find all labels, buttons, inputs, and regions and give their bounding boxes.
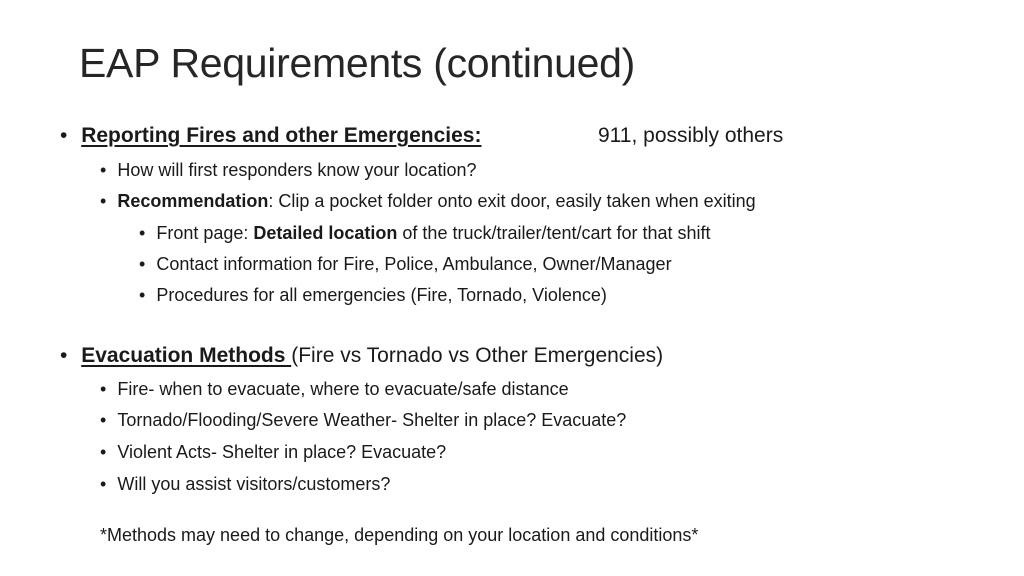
bullet-procedures bbox=[139, 285, 607, 306]
procedures-text: Procedures for all emergencies (Fire, Tornado, Violence) bbox=[156, 285, 607, 305]
bullet-glyph: • bbox=[60, 124, 68, 147]
front-page-rest: of the truck/trailer/tent/cart for that shift bbox=[397, 223, 711, 243]
recommendation-text: : Clip a pocket folder onto exit door, easily taken when exiting bbox=[268, 191, 756, 211]
reporting-answer: 911, possibly others bbox=[598, 124, 784, 147]
evacuation-heading-rest: (Fire vs Tornado vs Other Emergencies) bbox=[291, 344, 664, 367]
footnote: *Methods may need to change, depending on your location and conditions* bbox=[100, 525, 699, 545]
tornado-text: Tornado/Flooding/Severe Weather- Shelter in place? Evacuate? bbox=[117, 410, 627, 430]
bullet-glyph: • bbox=[100, 410, 107, 430]
bullet-fire bbox=[100, 379, 569, 400]
bullet-glyph: • bbox=[100, 379, 107, 399]
visitors-text: Will you assist visitors/customers? bbox=[117, 474, 391, 494]
violent-text: Violent Acts- Shelter in place? Evacuate? bbox=[117, 442, 447, 462]
contact-text: Contact information for Fire, Police, Ambulance, Owner/Manager bbox=[156, 254, 672, 274]
bullet-recommendation bbox=[100, 191, 756, 212]
bullet-violent bbox=[100, 442, 446, 463]
bullet-visitors bbox=[100, 474, 390, 495]
bullet-front-page bbox=[139, 223, 711, 244]
bullet-contact bbox=[139, 254, 672, 275]
first-responders-text: How will first responders know your location? bbox=[117, 160, 477, 180]
bullet-reporting bbox=[60, 124, 481, 148]
bullet-first-responders bbox=[100, 160, 476, 181]
fire-text: Fire- when to evacuate, where to evacuate/safe distance bbox=[117, 379, 569, 399]
bullet-glyph: • bbox=[60, 344, 68, 367]
recommendation-label: Recommendation bbox=[117, 191, 269, 211]
bullet-glyph: • bbox=[100, 474, 107, 494]
evacuation-heading: Evacuation Methods bbox=[81, 344, 292, 367]
bullet-tornado bbox=[100, 410, 626, 431]
bullet-evacuation bbox=[60, 344, 663, 368]
slide-title: EAP Requirements (continued) bbox=[79, 40, 636, 86]
front-page-prefix: Front page: bbox=[156, 223, 254, 243]
reporting-heading: Reporting Fires and other Emergencies: bbox=[81, 124, 482, 147]
bullet-glyph: • bbox=[100, 160, 107, 180]
bullet-glyph: • bbox=[100, 442, 107, 462]
bullet-glyph: • bbox=[139, 285, 146, 305]
front-page-bold: Detailed location bbox=[253, 223, 398, 243]
bullet-glyph: • bbox=[139, 254, 146, 274]
bullet-glyph: • bbox=[139, 223, 146, 243]
bullet-glyph: • bbox=[100, 191, 107, 211]
